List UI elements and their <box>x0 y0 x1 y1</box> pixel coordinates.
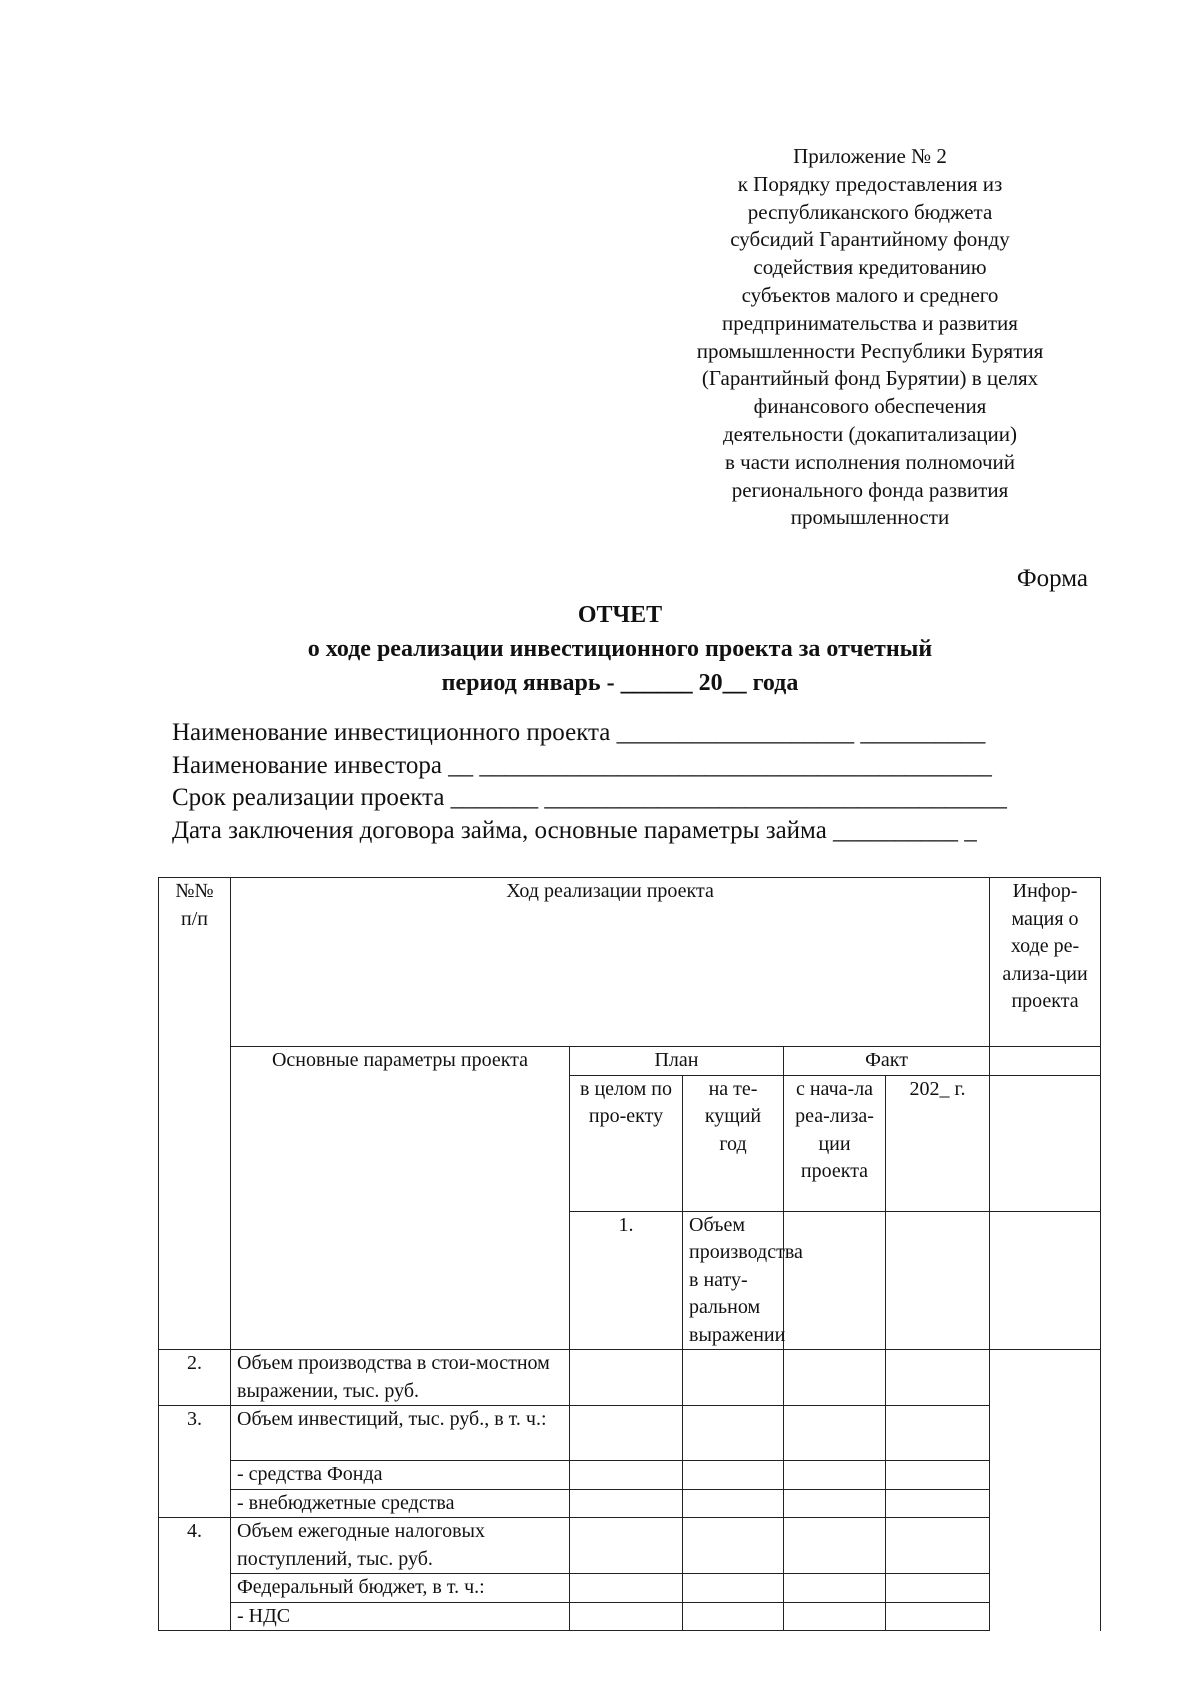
row-num: 4. <box>159 1518 231 1631</box>
row-num: 1. <box>570 1211 683 1350</box>
appendix-line: регионального фонда развития <box>731 477 1009 502</box>
table-row <box>159 1574 1101 1603</box>
field-loan-agreement: Дата заключения договора займа, основные параметры займа __________ _ <box>172 816 977 844</box>
row-text: Объем ежегодные налоговых поступлений, тыс. руб. <box>231 1518 570 1574</box>
appendix-header <box>660 143 1080 532</box>
row-text: - средства Фонда <box>231 1461 570 1490</box>
appendix-line: содействия кредитованию <box>753 255 987 280</box>
cell-fact-year <box>886 1489 990 1518</box>
table-row <box>159 1489 1101 1518</box>
appendix-line: в части исполнения полномочий <box>724 449 1016 474</box>
appendix-line: деятельности (докапитализации) <box>722 421 1018 446</box>
cell-plan-total <box>570 1350 683 1406</box>
cell-plan-year <box>683 1489 784 1518</box>
appendix-line: предпринимательства и развития <box>722 310 1018 335</box>
header-info-empty <box>990 1047 1101 1076</box>
report-title-line3: период январь - ______ 20__ года <box>441 670 799 696</box>
header-fact-year: 202_ г. <box>886 1075 990 1211</box>
field-project-term: Срок реализации проекта _______ _____________________________________ <box>172 784 1007 811</box>
field-investor-name: Наименование инвестора __ _________________________________________ <box>172 751 992 779</box>
cell-fact-year <box>886 1406 990 1461</box>
appendix-line: субсидий Гарантийному фонду <box>730 227 1010 252</box>
cell-fact-since <box>990 1211 1101 1350</box>
cell-fact-year <box>886 1350 990 1406</box>
cell-plan-year <box>886 1211 990 1350</box>
table-row <box>159 1602 1101 1631</box>
cell-fact-since <box>784 1406 886 1461</box>
report-table <box>158 877 1101 1631</box>
cell-plan-year <box>683 1518 784 1574</box>
appendix-line: республиканского бюджета <box>747 199 993 224</box>
appendix-line: субъектов малого и среднего <box>741 282 999 307</box>
table-row <box>159 1461 1101 1490</box>
field-project-name: Наименование инвестиционного проекта ___________________ __________ <box>172 719 986 746</box>
table-row <box>159 1350 1101 1406</box>
cell-fact-since <box>784 1602 886 1631</box>
cell-plan-total <box>570 1518 683 1574</box>
cell-plan-year <box>683 1574 784 1603</box>
row-num: 3. <box>159 1406 231 1518</box>
cell-fact-year <box>886 1574 990 1603</box>
header-info-empty <box>990 1075 1101 1211</box>
appendix-line: (Гарантийный фонд Бурятии) в целях <box>701 366 1039 391</box>
appendix-line: к Порядку предоставления из <box>737 171 1003 196</box>
header-params: Основные параметры проекта <box>231 1047 570 1350</box>
row-text: - внебюджетные средства <box>231 1489 570 1518</box>
cell-fact-year <box>886 1518 990 1574</box>
header-row-1 <box>159 878 1101 1047</box>
form-label: Форма <box>1016 565 1088 592</box>
report-title <box>160 598 1080 700</box>
report-title-line2: о ходе реализации инвестиционного проекта за отчетный <box>307 636 933 662</box>
cell-fact-since <box>784 1461 886 1490</box>
cell-plan-total <box>570 1461 683 1490</box>
table-row <box>159 1518 1101 1574</box>
cell-plan-total <box>570 1489 683 1518</box>
row-text: Объем производства в нату-ральном выражении <box>683 1211 784 1350</box>
project-fields <box>172 717 1092 847</box>
appendix-line: промышленности <box>790 505 950 530</box>
header-fact: Факт <box>784 1047 990 1076</box>
row-text: - НДС <box>231 1602 570 1631</box>
cell-fact-since <box>784 1574 886 1603</box>
report-title-line1: ОТЧЕТ <box>577 602 663 628</box>
cell-plan-total <box>784 1211 886 1350</box>
cell-fact-since <box>784 1518 886 1574</box>
row-num: 2. <box>159 1350 231 1406</box>
cell-fact-year <box>886 1461 990 1490</box>
header-fact-since: с нача-ла реа-лиза-ции проекта <box>784 1075 886 1211</box>
appendix-line: промышленности Республики Бурятия <box>696 338 1044 363</box>
row-text: Объем производства в стои-мостном выражении, тыс. руб. <box>231 1350 570 1406</box>
header-plan-total: в целом по про-екту <box>570 1075 683 1211</box>
cell-fact-since <box>784 1489 886 1518</box>
cell-plan-year <box>683 1406 784 1461</box>
cell-plan-total <box>570 1574 683 1603</box>
cell-plan-year <box>683 1602 784 1631</box>
header-progress: Ход реализации проекта <box>231 878 990 1047</box>
table-row <box>159 1406 1101 1461</box>
header-plan: План <box>570 1047 784 1076</box>
cell-fact-year <box>886 1602 990 1631</box>
cell-fact-since <box>784 1350 886 1406</box>
appendix-line: финансового обеспечения <box>753 394 987 419</box>
header-info: Инфор-мация о ходе ре-ализа-ции проекта <box>990 878 1101 1047</box>
header-plan-year: на те-кущий год <box>683 1075 784 1211</box>
cell-plan-year <box>683 1461 784 1490</box>
header-row-2 <box>159 1047 1101 1076</box>
cell-plan-total <box>570 1602 683 1631</box>
appendix-line: Приложение № 2 <box>793 144 947 168</box>
cell-plan-year <box>683 1350 784 1406</box>
header-num: №№ п/п <box>159 878 231 1350</box>
cell-plan-total <box>570 1406 683 1461</box>
row-text: Федеральный бюджет, в т. ч.: <box>231 1574 570 1603</box>
row-text: Объем инвестиций, тыс. руб., в т. ч.: <box>231 1406 570 1461</box>
